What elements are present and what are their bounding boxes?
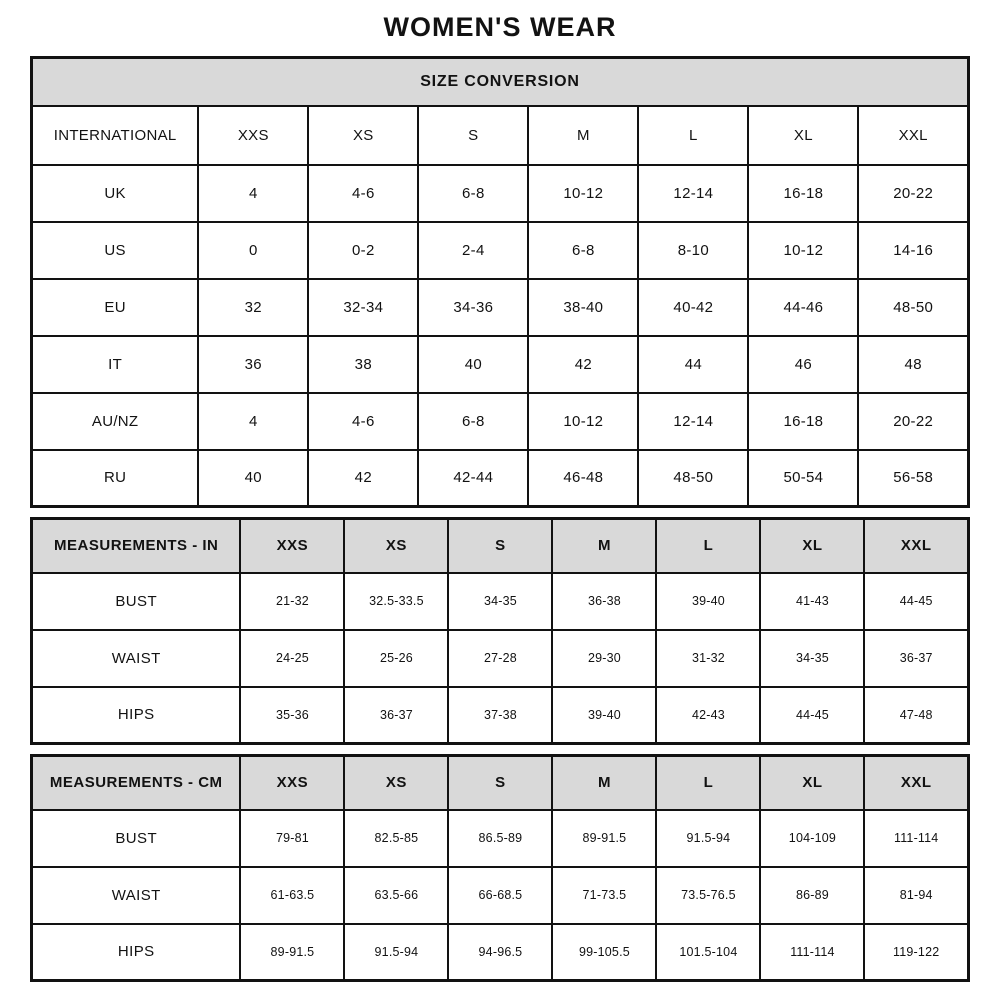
value-cell: 44 — [638, 336, 748, 393]
row-label: RU — [32, 450, 199, 507]
value-cell: 21-32 — [240, 573, 344, 630]
column-header: S — [418, 106, 528, 165]
value-cell: 61-63.5 — [240, 867, 344, 924]
row-label: US — [32, 222, 199, 279]
value-cell: 10-12 — [528, 393, 638, 450]
value-cell: 91.5-94 — [344, 924, 448, 981]
corner-header: INTERNATIONAL — [32, 106, 199, 165]
column-header: XXL — [864, 756, 968, 810]
table-row — [32, 336, 969, 393]
value-cell: 101.5-104 — [656, 924, 760, 981]
value-cell: 31-32 — [656, 630, 760, 687]
column-header: M — [528, 106, 638, 165]
value-cell: 6-8 — [528, 222, 638, 279]
corner-header: MEASUREMENTS - CM — [32, 756, 241, 810]
value-cell: 32-34 — [308, 279, 418, 336]
value-cell: 36-37 — [344, 687, 448, 744]
value-cell: 4-6 — [308, 393, 418, 450]
value-cell: 86.5-89 — [448, 810, 552, 867]
value-cell: 48-50 — [638, 450, 748, 507]
value-cell: 4-6 — [308, 165, 418, 222]
row-label: HIPS — [32, 687, 241, 744]
value-cell: 10-12 — [528, 165, 638, 222]
value-cell: 8-10 — [638, 222, 748, 279]
column-header: XXL — [858, 106, 968, 165]
value-cell: 38 — [308, 336, 418, 393]
value-cell: 27-28 — [448, 630, 552, 687]
value-cell: 44-46 — [748, 279, 858, 336]
value-cell: 73.5-76.5 — [656, 867, 760, 924]
value-cell: 56-58 — [858, 450, 968, 507]
column-header: XS — [308, 106, 418, 165]
row-label: BUST — [32, 573, 241, 630]
value-cell: 38-40 — [528, 279, 638, 336]
row-label: UK — [32, 165, 199, 222]
column-header: M — [552, 756, 656, 810]
value-cell: 36-37 — [864, 630, 968, 687]
value-cell: 79-81 — [240, 810, 344, 867]
value-cell: 48-50 — [858, 279, 968, 336]
value-cell: 32.5-33.5 — [344, 573, 448, 630]
value-cell: 82.5-85 — [344, 810, 448, 867]
value-cell: 16-18 — [748, 393, 858, 450]
column-header: L — [656, 756, 760, 810]
page-title: WOMEN'S WEAR — [383, 12, 617, 42]
row-label: WAIST — [32, 630, 241, 687]
value-cell: 86-89 — [760, 867, 864, 924]
value-cell: 42-44 — [418, 450, 528, 507]
value-cell: 37-38 — [448, 687, 552, 744]
value-cell: 20-22 — [858, 393, 968, 450]
value-cell: 89-91.5 — [240, 924, 344, 981]
value-cell: 42 — [308, 450, 418, 507]
column-header: XS — [344, 519, 448, 573]
value-cell: 14-16 — [858, 222, 968, 279]
table-row — [32, 573, 969, 630]
value-cell: 24-25 — [240, 630, 344, 687]
value-cell: 63.5-66 — [344, 867, 448, 924]
column-header: XXL — [864, 519, 968, 573]
value-cell: 34-35 — [448, 573, 552, 630]
column-header: XS — [344, 756, 448, 810]
row-label: WAIST — [32, 867, 241, 924]
column-header: XXS — [240, 519, 344, 573]
column-header: XL — [748, 106, 858, 165]
value-cell: 50-54 — [748, 450, 858, 507]
value-cell: 91.5-94 — [656, 810, 760, 867]
value-cell: 104-109 — [760, 810, 864, 867]
value-cell: 48 — [858, 336, 968, 393]
table-row — [32, 630, 969, 687]
value-cell: 0-2 — [308, 222, 418, 279]
column-header: S — [448, 519, 552, 573]
table-row — [32, 867, 969, 924]
value-cell: 42-43 — [656, 687, 760, 744]
value-cell: 119-122 — [864, 924, 968, 981]
value-cell: 89-91.5 — [552, 810, 656, 867]
value-cell: 36-38 — [552, 573, 656, 630]
table-row — [32, 687, 969, 744]
value-cell: 25-26 — [344, 630, 448, 687]
column-header: S — [448, 756, 552, 810]
row-label: HIPS — [32, 924, 241, 981]
value-cell: 34-36 — [418, 279, 528, 336]
value-cell: 40 — [198, 450, 308, 507]
value-cell: 16-18 — [748, 165, 858, 222]
column-header: XXS — [198, 106, 308, 165]
column-header: M — [552, 519, 656, 573]
value-cell: 99-105.5 — [552, 924, 656, 981]
value-cell: 34-35 — [760, 630, 864, 687]
value-cell: 111-114 — [760, 924, 864, 981]
column-header: L — [656, 519, 760, 573]
value-cell: 39-40 — [656, 573, 760, 630]
measurements-in-table — [30, 517, 970, 745]
value-cell: 41-43 — [760, 573, 864, 630]
value-cell: 40-42 — [638, 279, 748, 336]
column-header: XL — [760, 519, 864, 573]
table-row — [32, 279, 969, 336]
value-cell: 4 — [198, 165, 308, 222]
column-header: L — [638, 106, 748, 165]
table-row — [32, 810, 969, 867]
table-row — [32, 924, 969, 981]
value-cell: 39-40 — [552, 687, 656, 744]
measurements-cm-table — [30, 754, 970, 982]
value-cell: 6-8 — [418, 393, 528, 450]
table-row — [32, 165, 969, 222]
value-cell: 94-96.5 — [448, 924, 552, 981]
row-label: IT — [32, 336, 199, 393]
table-row — [32, 222, 969, 279]
value-cell: 0 — [198, 222, 308, 279]
table-title: SIZE CONVERSION — [32, 58, 969, 106]
value-cell: 4 — [198, 393, 308, 450]
value-cell: 71-73.5 — [552, 867, 656, 924]
value-cell: 35-36 — [240, 687, 344, 744]
value-cell: 81-94 — [864, 867, 968, 924]
value-cell: 6-8 — [418, 165, 528, 222]
column-header: XXS — [240, 756, 344, 810]
value-cell: 46 — [748, 336, 858, 393]
value-cell: 12-14 — [638, 393, 748, 450]
value-cell: 111-114 — [864, 810, 968, 867]
value-cell: 36 — [198, 336, 308, 393]
value-cell: 44-45 — [760, 687, 864, 744]
row-label: EU — [32, 279, 199, 336]
value-cell: 32 — [198, 279, 308, 336]
value-cell: 2-4 — [418, 222, 528, 279]
table-row — [32, 450, 969, 507]
table-row — [32, 393, 969, 450]
value-cell: 12-14 — [638, 165, 748, 222]
row-label: AU/NZ — [32, 393, 199, 450]
value-cell: 40 — [418, 336, 528, 393]
value-cell: 20-22 — [858, 165, 968, 222]
value-cell: 47-48 — [864, 687, 968, 744]
value-cell: 46-48 — [528, 450, 638, 507]
corner-header: MEASUREMENTS - IN — [32, 519, 241, 573]
value-cell: 44-45 — [864, 573, 968, 630]
value-cell: 29-30 — [552, 630, 656, 687]
row-label: BUST — [32, 810, 241, 867]
value-cell: 10-12 — [748, 222, 858, 279]
size-conversion-table — [30, 56, 970, 508]
value-cell: 42 — [528, 336, 638, 393]
value-cell: 66-68.5 — [448, 867, 552, 924]
column-header: XL — [760, 756, 864, 810]
